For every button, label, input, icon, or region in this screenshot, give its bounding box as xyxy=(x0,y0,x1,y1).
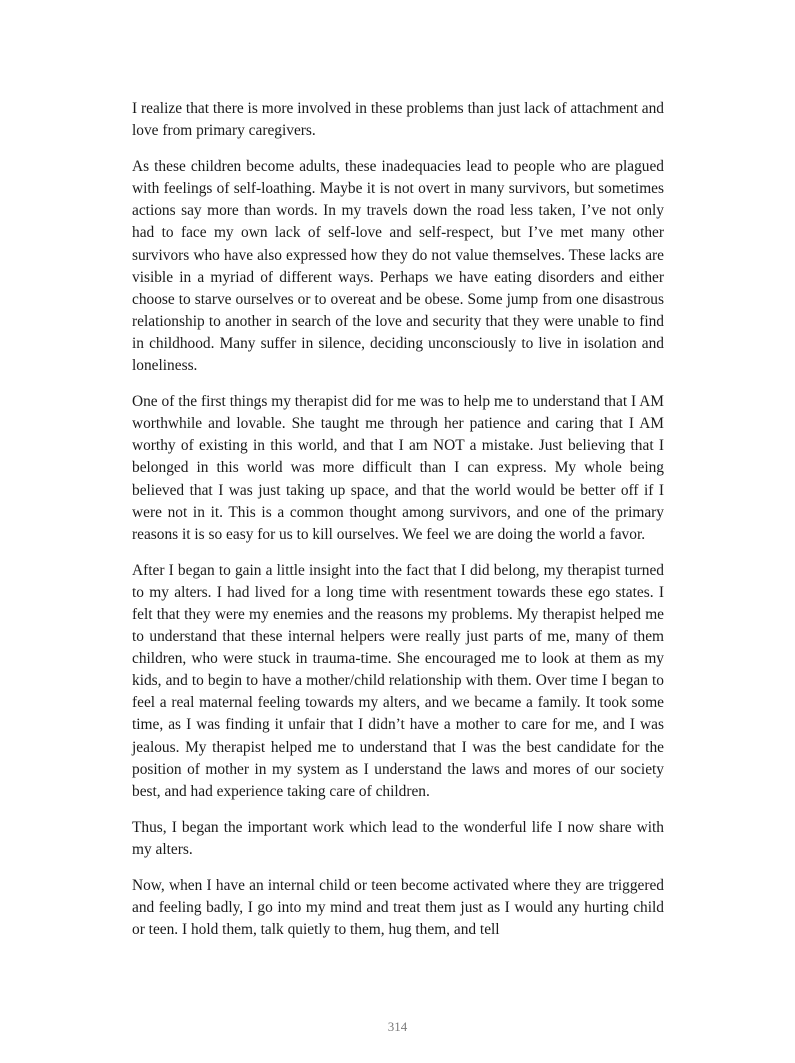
paragraph-1: I realize that there is more involved in these problems than just lack of attachment and love from primary caregivers. xyxy=(132,100,664,140)
paragraph-5: Thus, I began the important work which lead to the wonderful life I now share with my alters. xyxy=(132,818,664,858)
body-text xyxy=(132,98,664,955)
page-number: 314 xyxy=(387,1019,408,1034)
paragraph-3: One of the first things my therapist did for me was to help me to understand that I AM worthwhile and lovable. She taught me through her patience and caring that I AM worthy of existing in this world, and that I am NOT a mistake. Just believing that I belonged in this world was more difficult than I can express. My whole being believed that I was just taking up space, and that the world would be better off if I were not in it. This is a common thought among survivors, and one of the primary reasons it is so easy for us to kill ourselves. We feel we are doing the world a favor. xyxy=(132,393,664,543)
paragraph-6: Now, when I have an internal child or teen become activated where they are triggered and feeling badly, I go into my mind and treat them just as I would any hurting child or teen. I hold them, talk quietly to them, hug them, and tell xyxy=(132,877,664,939)
paragraph-4: After I began to gain a little insight into the fact that I did belong, my therapist turned to my alters. I had lived for a long time with resentment towards these ego states. I felt that they were my enemies and the reasons my problems. My therapist helped me to understand that these internal helpers were really just parts of me, many of them children, who were stuck in trauma-time. She encouraged me to look at them as my kids, and to begin to have a mother/child relationship with them. Over time I began to feel a real maternal feeling towards my alters, and we became a family. It took some time, as I was finding it unfair that I didn’t have a mother to care for me, and I was jealous. My therapist helped me to understand that I was the best candidate for the position of mother in my system as I understand the laws and mores of our society best, and had experience taking care of children. xyxy=(132,561,664,800)
paragraph-2: As these children become adults, these inadequacies lead to people who are plagued with feelings of self-loathing. Maybe it is not overt in many survivors, but sometimes actions say more than words. In my travels down the road less taken, I’ve not only had to face my own lack of self-love and self-respect, but I’ve met many other survivors who have also expressed how they do not value themselves. These lacks are visible in a myriad of different ways. Perhaps we have eating disorders and either choose to starve ourselves or to overeat and be obese. Some jump from one disastrous relationship to another in search of the love and security that they were unable to find in childhood. Many suffer in silence, deciding unconsciously to live in isolation and loneliness. xyxy=(132,158,664,375)
